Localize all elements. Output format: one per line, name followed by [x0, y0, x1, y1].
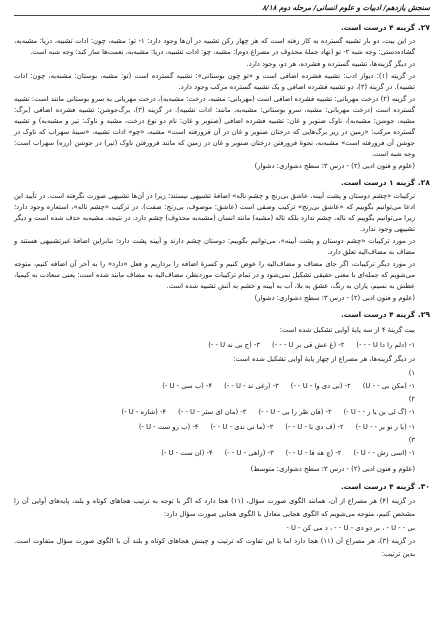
explanation-paragraph: در گزینه (۳)، هر مصراع آن (۱۱) هجا دارد اما با این تفاوت که ترتیب و چینش هجاهای کوتاه و بلند آن با الگوی صورت سؤال متفاوت است. بدین ترتیب: — [14, 537, 415, 558]
explanation-paragraph: در مورد ترکیبات «چشم دوستان و پشت آیینه»، می‌توانیم بگوییم: دوستان چشم دارند و آیینه پشت دارد؛ بنابراین اضافهٔ غیرتشبیهی هستند و مضاف به مضاف‌الیه تعلق دارد. — [14, 237, 415, 256]
question-number: ۲۹. — [417, 310, 430, 319]
source-reference: (علوم و فنون ادبی (۲) - درس ۳؛ سطح دشواری: دشوار) — [254, 162, 415, 170]
explanation-paragraph: در گزینه (۲) درخت مهربانی: تشبیه فشرده اضافی است (مهربانی: مشبه، درخت: مشبه‌به)، درخت مهربانی به سرو بوستانی مانند است: تشبیه گسترده است (درخت مهربانی: مشبه، سرو بوستانی: مشبه‌به، مانند: ادات تشبیه). در گزینه (۳)، برگ‌جوشن: تشبیه فشرده اضافی (برگ: مشبه، جوشن: مشبه‌به)، ناوک صنوبر و غان: تشبیه فشرده اضافی (صنوبر و غان: نام دو نوع درخت، مشبه و ناوک: تیر و مشبه‌به) و تشبیه گسترده مرکب: «زمین در زیر برگ‌هایی که درختان صنوبر و غان در آن فرورفته است» مشبه، «چو» ادات تشبیه، «سینهٔ سهراب که ناوک در جوشن آن فرورفته است» مشبه‌به، نحوهٔ فرورفتن درختان صنوبر و غان در زمین که مانند فرورفتن ناوک (تیر) در جوشن (زره) سهراب است: وجه شبه است. — [14, 95, 416, 158]
answer-heading: گزینه ۴ درست است. — [340, 482, 415, 491]
source-reference: (علوم و فنون ادبی (۲) - درس ۳؛ سطح دشواری: متوسط) — [250, 464, 415, 473]
page-header-title: سنجش یازدهم/ ادبیات و علوم انسانی/ مرحله دوم ۸/۱۸ — [262, 3, 430, 12]
question-28 — [14, 177, 430, 304]
metrical-foot: ۴- (ان ست - U -) — [161, 449, 213, 457]
metrical-foot: ۴- (ب رو ست - U -) — [138, 422, 199, 431]
feet-row-option-2 — [14, 405, 415, 420]
meter-intro: بیت گزینهٔ ۴ از سه پایهٔ آوایی تشکیل شده است: — [279, 326, 415, 334]
explanation-paragraph: در این بیت، دو بار تشبیه گسترده به کار رفته است که هر چهار رکن تشبیه در آن‌ها وجود دارد: ۱- تو: مشبه، چون: ادات تشبیه، دریا: مشبه‌به، گشاده‌دستی: وجه شبه ۲- تو (نهاد جملهٔ محذوف در مصراع دوم): مشبه، چو: ادات تشبیه، دریا: مشبه‌به، نعمت‌ها ساز کند: وجه شبه است. — [14, 37, 415, 56]
question-number: ۲۷. — [417, 23, 430, 32]
question-27 — [14, 22, 430, 172]
feet-row-option-3 — [14, 446, 415, 461]
answer-heading: گزینه ۴ درست است. — [340, 310, 415, 319]
metrical-foot: ۱- (مکن بی - - U) — [362, 381, 415, 390]
metrical-foot: ۱- (دلم را دا U - - -) — [356, 340, 415, 349]
option-label: ۱) — [408, 368, 415, 377]
explanation-paragraph: در گزینه (۱): دیوار ادب: تشبیه فشرده اضافی است و «تو چون بوستانی»: تشبیه گسترده است (تو: مشبه، بوستان: مشبه‌به، چون: ادات تشبیه). در گزینه (۳)، دو تشبیه فشرده اضافی و یک تشبیه گسترده مرکب وجود دارد. — [14, 72, 415, 91]
question-30 — [14, 481, 430, 561]
answer-heading: گزینه ۴ درست است. — [340, 23, 415, 32]
metrical-foot: ۱- (اسی زش - - U -) — [353, 449, 415, 457]
metrical-foot: ۳- (رغی ند - U - -) — [224, 381, 279, 390]
metrical-foot: ۴- (شاره - U -) — [121, 408, 167, 416]
feet-row-option-1 — [14, 379, 415, 394]
other-options-intro: در دیگر گزینه‌ها، هر مصراع از چهار پایهٔ آوایی تشکیل شده است: — [233, 355, 415, 363]
option-label: ۲) — [408, 395, 415, 403]
metrical-foot: ۲- (فان ظر را بی - U - -) — [258, 408, 332, 416]
metrical-foot: ۱- (گ لی بن یا ر - - U -) — [343, 408, 415, 416]
question-number: ۳۰. — [417, 482, 430, 491]
feet-row-correct-option — [14, 338, 415, 353]
metrical-foot: ۱- (با ز نو بر - - U -) — [355, 422, 415, 431]
metrical-foot: ۲- (چ هه فا - U - -) — [285, 449, 342, 457]
metrical-foot: ۲- (غ عش قی بر U - - -) — [272, 340, 345, 349]
metrical-foot: ۲- (ف دی نا - U - -) — [285, 422, 344, 431]
metrical-foot: ۴- (ب سی - U -) — [162, 381, 213, 390]
explanation-paragraph: ترکیبات «چشم دوستان و پشت آیینه، عاشق بی‌رنج و چشم ناله» اضافهٔ تشبیهی نیستند؛ زیرا در آن‌ها تشبیهی صورت نگرفته است. در تأیید این ادعا می‌توانیم بگوییم که «عاشق بی‌رنج» ترکیب وصفی است (عاشق: موصوف، بی‌رنج: صفت). در ترکیب «چشم ناله»، استعاره وجود دارد؛ زیرا می‌توانیم بگوییم که ناله، چشم ندارد بلکه ناله (مشبه) مانند انسان (مشبه‌به محذوف) چشم دارد. در نتیجه، مشبه‌به حذف شده است و دیگر تشبیهی وجود ندارد. — [14, 192, 415, 233]
metrical-foot: ۳- (ج بی نه U - -) — [208, 340, 260, 349]
metrical-foot: ۳- (زاهی - U - -) — [224, 449, 274, 457]
syllable-pattern: بی - - U - ، بر دو دی - U - - ، د می کن - U - — [286, 524, 415, 532]
metrical-foot: ۳- (ما نی ندی - U - -) — [210, 422, 274, 431]
metrical-foot: ۲- (نی دی وا - U - -) — [290, 381, 351, 390]
page-header — [14, 3, 430, 16]
explanation-paragraph: در دیگر گزینه‌ها، تشبیه گسترده و فشرده، هر دو، وجود دارد. — [246, 60, 415, 68]
option-label: ۳) — [408, 436, 415, 444]
explanation-paragraph: در مورد دیگر ترکیبات، اگر جای مضاف و مضاف‌الیه را عوض کنیم و کسرهٔ اضافه را برداریم و فعل «دارد» را به آخر آن اضافه کنیم، متوجه می‌شویم که جمله‌ای با معنی حقیقی تشکیل نمی‌شود و در تمام ترکیبات موردنظر، مضاف‌الیه به مضاف مانند شده است: یعنی سعادت به کیمیا، عطش به نسیم، یاران به رنگ، عشق به بلا، آب به آیینه و خشم به آتش تشبیه شده است. — [14, 260, 415, 290]
answer-heading: گزینه ۱ درست است. — [340, 178, 415, 187]
metrical-foot: ۳- (مان ای ستر - U - -) — [178, 408, 247, 416]
question-number: ۲۸. — [417, 178, 430, 187]
feet-row-option-2 — [14, 420, 415, 435]
source-reference: (علوم و فنون ادبی (۲) - درس ۳؛ سطح دشواری: دشوار) — [254, 294, 415, 302]
question-29 — [14, 309, 430, 476]
explanation-paragraph: در گزینه (۴) هر مصراع از آن، همانند الگوی صورت سؤال، (۱۱) هجا دارد که اگر با توجه به ترتیب هجاهای کوتاه و بلند، پایه‌های آوایی آن را مشخص کنیم، متوجه می‌شویم که الگوی هجایی معادل با الگوی هجایی صورت سؤال دارد: — [14, 497, 415, 518]
